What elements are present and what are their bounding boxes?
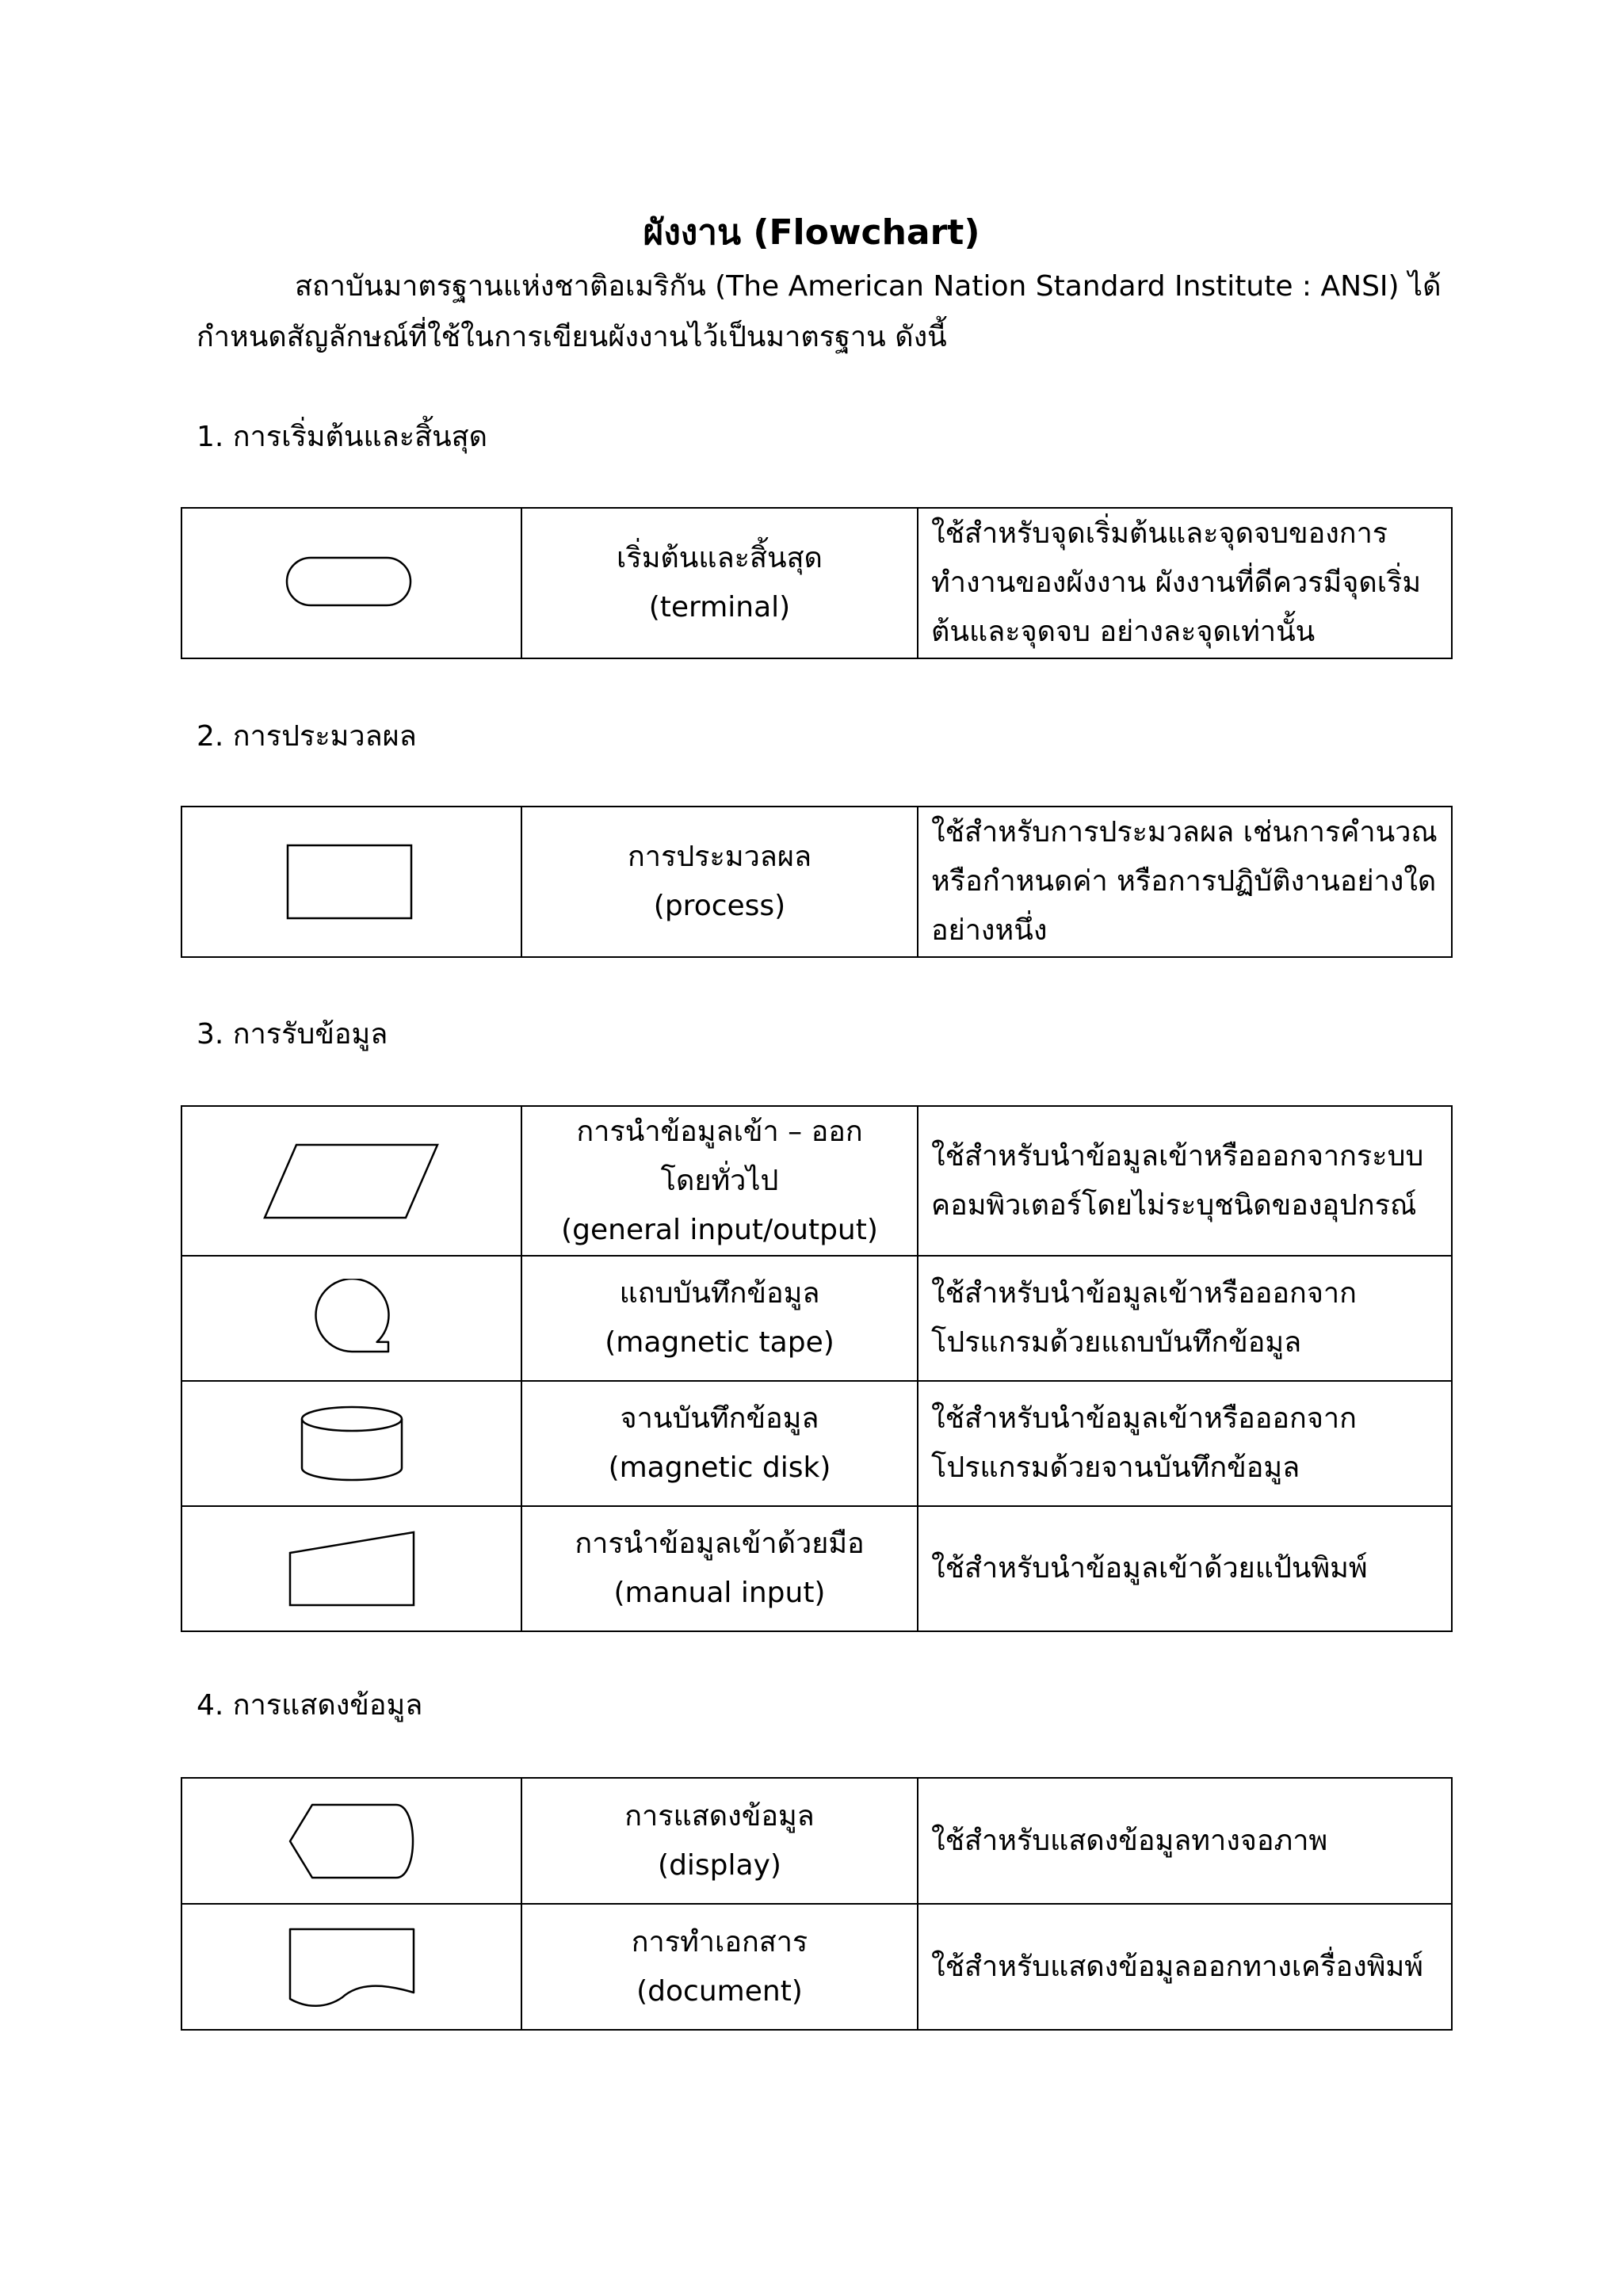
symbol-name-th: การนำข้อมูลเข้าด้วยมือ [575,1527,865,1560]
input-table [181,1105,1453,1632]
display-icon [287,1802,417,1881]
symbol-cell [181,1778,521,1904]
symbol-name-th: จานบันทึกข้อมูล [620,1402,819,1435]
section-heading-output: 4. การแสดงข้อมูล [197,1689,423,1722]
table-row [181,1778,1452,1904]
symbol-description: ใช้สำหรับนำข้อมูลเข้าหรือออกจากระบบคอมพิวเตอร์โดยไม่ระบุชนิดของอุปกรณ์ [918,1106,1452,1256]
manual-input-icon [287,1529,417,1608]
document-icon [287,1926,417,2008]
terminal-icon [285,555,419,611]
table-row [181,1381,1452,1506]
symbol-description: ใช้สำหรับนำข้อมูลเข้าด้วยแป้นพิมพ์ [918,1506,1452,1631]
symbol-name-en: (general input/output) [561,1213,878,1246]
symbol-cell [181,807,521,957]
symbol-name-th: เริ่มต้นและสิ้นสุด [617,542,823,574]
magnetic-tape-icon [311,1279,393,1358]
symbol-name-th: การทำเอกสาร [631,1925,808,1958]
table-row [181,1256,1452,1381]
symbol-name-cell [521,1506,918,1631]
section-heading-start-end: 1. การเริ่มต้นและสิ้นสุด [197,421,488,453]
symbol-name-en: (terminal) [648,591,791,624]
output-table [181,1777,1453,2031]
table-row [181,1106,1452,1256]
symbol-name-en: (process) [653,890,786,922]
magnetic-disk-icon [299,1404,405,1483]
table-row [181,508,1452,658]
page-title: ผังงาน (Flowchart) [643,212,980,253]
symbol-name-th-2: โดยทั่วไป [660,1164,779,1197]
symbol-name-th: การนำข้อมูลเข้า – ออก [576,1115,863,1148]
symbol-description: ใช้สำหรับจุดเริ่มต้นและจุดจบของการทำงานของผังงาน ผังงานที่ดีควรมีจุดเริ่มต้นและจุดจบ อย่างละจุดเท่านั้น [918,508,1452,658]
symbol-cell [181,1904,521,2030]
symbol-cell [181,1106,521,1256]
symbol-name-th: แถบบันทึกข้อมูล [619,1277,820,1310]
symbol-description: ใช้สำหรับนำข้อมูลเข้าหรือออกจากโปรแกรมด้วยแถบบันทึกข้อมูล [918,1256,1452,1381]
symbol-name-en: (manual input) [613,1577,826,1609]
table-row [181,1506,1452,1631]
section-heading-processing: 2. การประมวลผล [197,720,417,753]
intro-paragraph: สถาบันมาตรฐานแห่งชาติอเมริกัน (The American Nation Standard Institute : ANSI) ได้กำหนดสัญลักษณ์ที่ใช้ในการเขียนผังงานไว้เป็นมาตรฐาน ดังนี้ [197,270,1442,353]
symbol-name-en: (magnetic tape) [605,1326,834,1359]
symbol-name-cell [521,508,918,658]
symbol-name-cell [521,1381,918,1506]
terminal-table [181,507,1453,659]
section-heading-input: 3. การรับข้อมูล [197,1018,388,1051]
symbol-name-cell [521,807,918,957]
symbol-name-cell [521,1778,918,1904]
symbol-cell [181,1381,521,1506]
symbol-cell [181,1506,521,1631]
symbol-description: ใช้สำหรับแสดงข้อมูลออกทางเครื่องพิมพ์ [918,1904,1452,2030]
process-icon [285,842,419,921]
symbol-name-en: (document) [636,1974,803,2008]
symbol-description: ใช้สำหรับแสดงข้อมูลทางจอภาพ [918,1778,1452,1904]
table-row [181,807,1452,957]
symbol-description: ใช้สำหรับการประมวลผล เช่นการคำนวณหรือกำหนดค่า หรือการปฏิบัติงานอย่างใดอย่างหนึ่ง [918,807,1452,957]
process-table [181,806,1453,958]
input-output-icon [263,1142,441,1221]
symbol-cell [181,508,521,658]
symbol-name-cell [521,1904,918,2030]
symbol-name-cell [521,1106,918,1256]
symbol-name-th: การแสดงข้อมูล [624,1799,815,1833]
symbol-description: ใช้สำหรับนำข้อมูลเข้าหรือออกจากโปรแกรมด้วยจานบันทึกข้อมูล [918,1381,1452,1506]
symbol-name-en: (magnetic disk) [608,1451,831,1484]
symbol-cell [181,1256,521,1381]
symbol-name-cell [521,1256,918,1381]
symbol-name-en: (display) [658,1848,781,1882]
table-row [181,1904,1452,2030]
symbol-name-th: การประมวลผล [627,841,812,873]
